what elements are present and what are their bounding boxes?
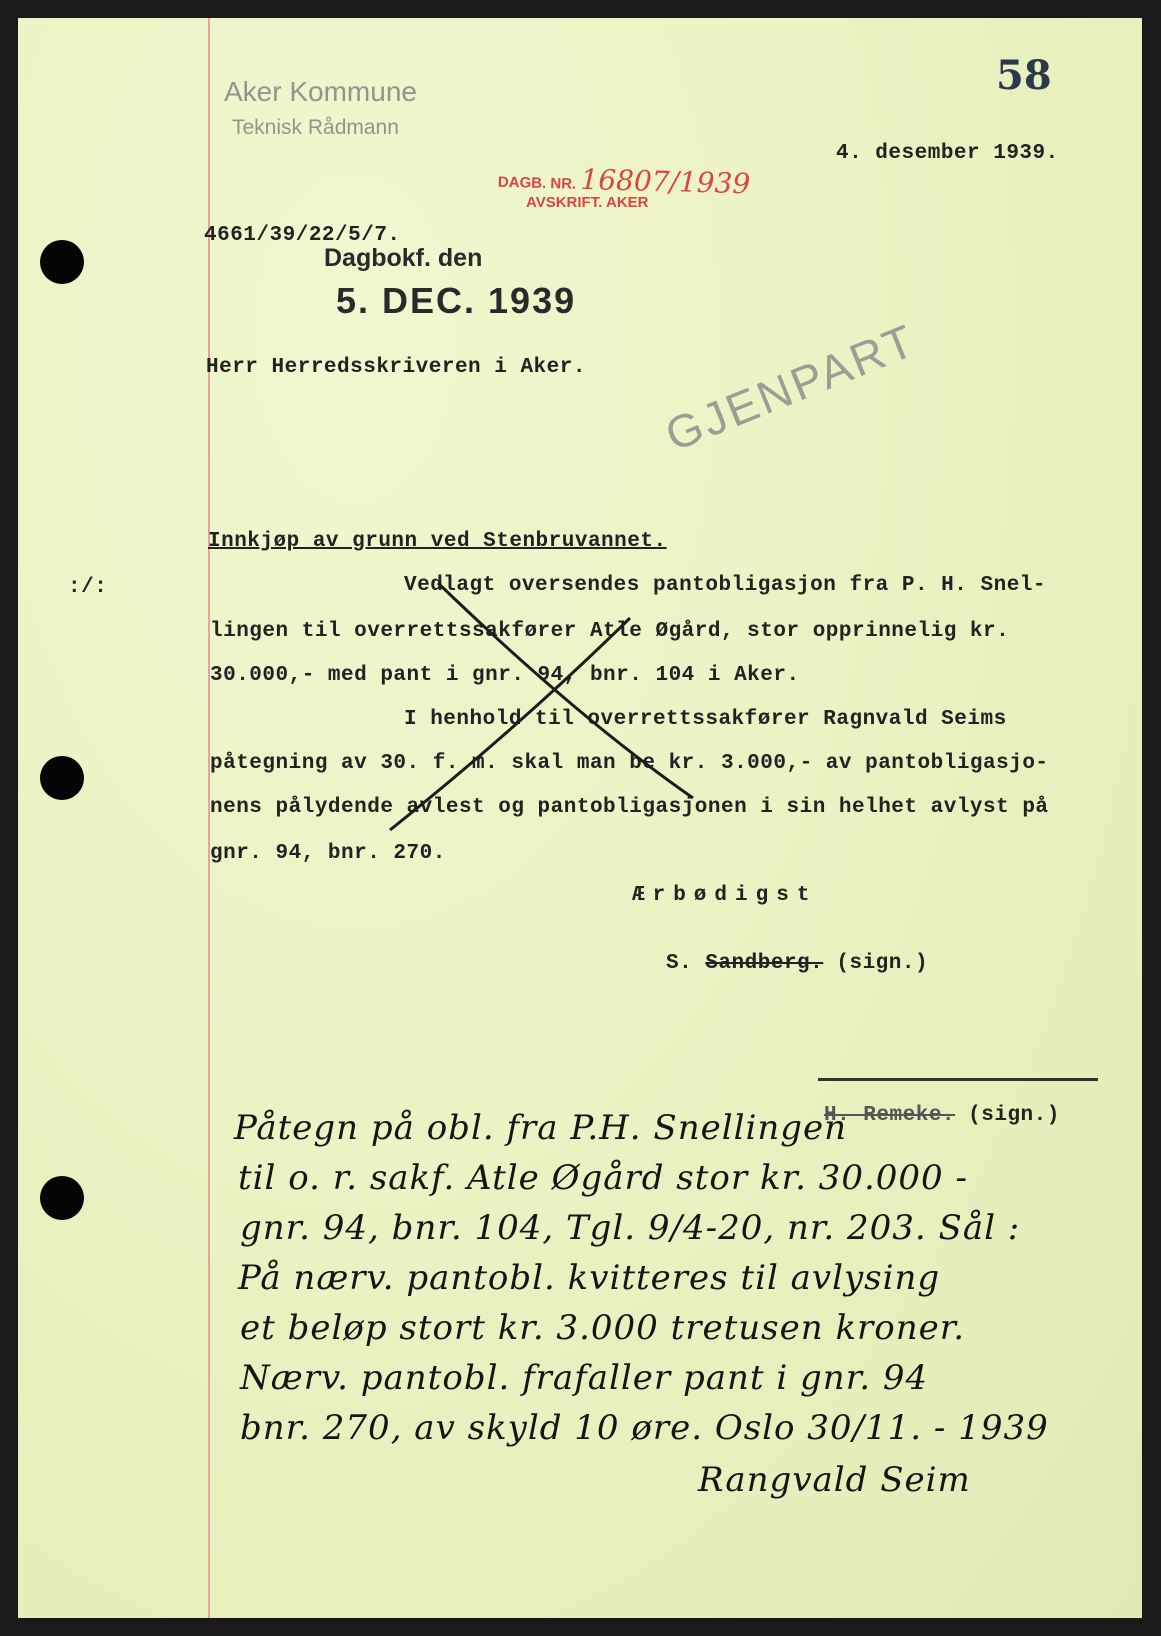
body-line: nens pålydende avlest og pantobligasjonen i sin helhet avlyst på xyxy=(210,796,1049,819)
signature-suffix: (sign.) xyxy=(836,952,929,975)
handwritten-line: Nærv. pantobl. frafaller pant i gnr. 94 xyxy=(240,1358,929,1398)
handwritten-line: et beløp stort kr. 3.000 tretusen kroner. xyxy=(240,1308,966,1348)
handwritten-line: På nærv. pantobl. kvitteres til avlysing xyxy=(238,1258,941,1298)
letterhead-org: Aker Kommune xyxy=(224,76,417,107)
signature-initial: S. xyxy=(666,952,693,975)
body-line: lingen til overrettssakfører Atle Øgård, stor opprinnelig kr. xyxy=(210,620,1010,643)
document-page xyxy=(18,18,1142,1618)
signature-typed xyxy=(666,952,928,975)
handwritten-line: til o. r. sakf. Atle Øgård stor kr. 30.000 - xyxy=(238,1158,968,1198)
letterhead-dept: Teknisk Rådmann xyxy=(232,116,399,139)
reference-number: 4661/39/22/5/7. xyxy=(204,224,401,247)
body-line: Vedlagt oversendes pantobligasjon fra P. H. Snel- xyxy=(404,574,1047,597)
dagbokf-stamp-label: Dagbokf. den xyxy=(324,244,483,272)
closing: Ærbødigst xyxy=(632,884,818,907)
page-number: 58 xyxy=(996,52,1052,99)
gjenpart-watermark: GJENPART xyxy=(658,313,924,462)
journal-stamp-line2: AVSKRIFT. AKER xyxy=(526,194,649,211)
dagbokf-stamp-date: 5. DEC. 1939 xyxy=(336,280,577,321)
signature-2-name: H. Remeke. xyxy=(824,1104,956,1127)
subject-line: Innkjøp av grunn ved Stenbruvannet. xyxy=(208,530,667,553)
body-line: I henhold til overrettssakfører Ragnvald Seims xyxy=(404,708,1007,731)
handwritten-line: bnr. 270, av skyld 10 øre. Oslo 30/11. - 1939 xyxy=(240,1408,1049,1448)
journal-stamp-number: 16807/1939 xyxy=(580,162,751,201)
handwritten-line: gnr. 94, bnr. 104, Tgl. 9/4-20, nr. 203. Sål : xyxy=(240,1208,1021,1248)
body-line: påtegning av 30. f. m. skal man be kr. 3.000,- av pantobligasjo- xyxy=(210,752,1049,775)
handwritten-signature: Rangvald Seim xyxy=(698,1460,971,1500)
letter-date: 4. desember 1939. xyxy=(836,142,1059,165)
margin-mark: :/: xyxy=(68,576,108,599)
body-line: 30.000,- med pant i gnr. 94, bnr. 104 i Aker. xyxy=(210,664,800,687)
body-line: gnr. 94, bnr. 270. xyxy=(210,842,446,865)
handwritten-line: Påtegn på obl. fra P.H. Snellingen xyxy=(234,1108,848,1148)
signature-rule xyxy=(818,1078,1098,1081)
signature-2-suffix: (sign.) xyxy=(968,1104,1060,1127)
recipient: Herr Herredsskriveren i Aker. xyxy=(206,356,586,379)
signature-name: Sandberg. xyxy=(705,952,824,975)
journal-stamp-prefix: DAGB. NR. xyxy=(497,173,577,193)
signature-typed-2 xyxy=(824,1104,1060,1127)
